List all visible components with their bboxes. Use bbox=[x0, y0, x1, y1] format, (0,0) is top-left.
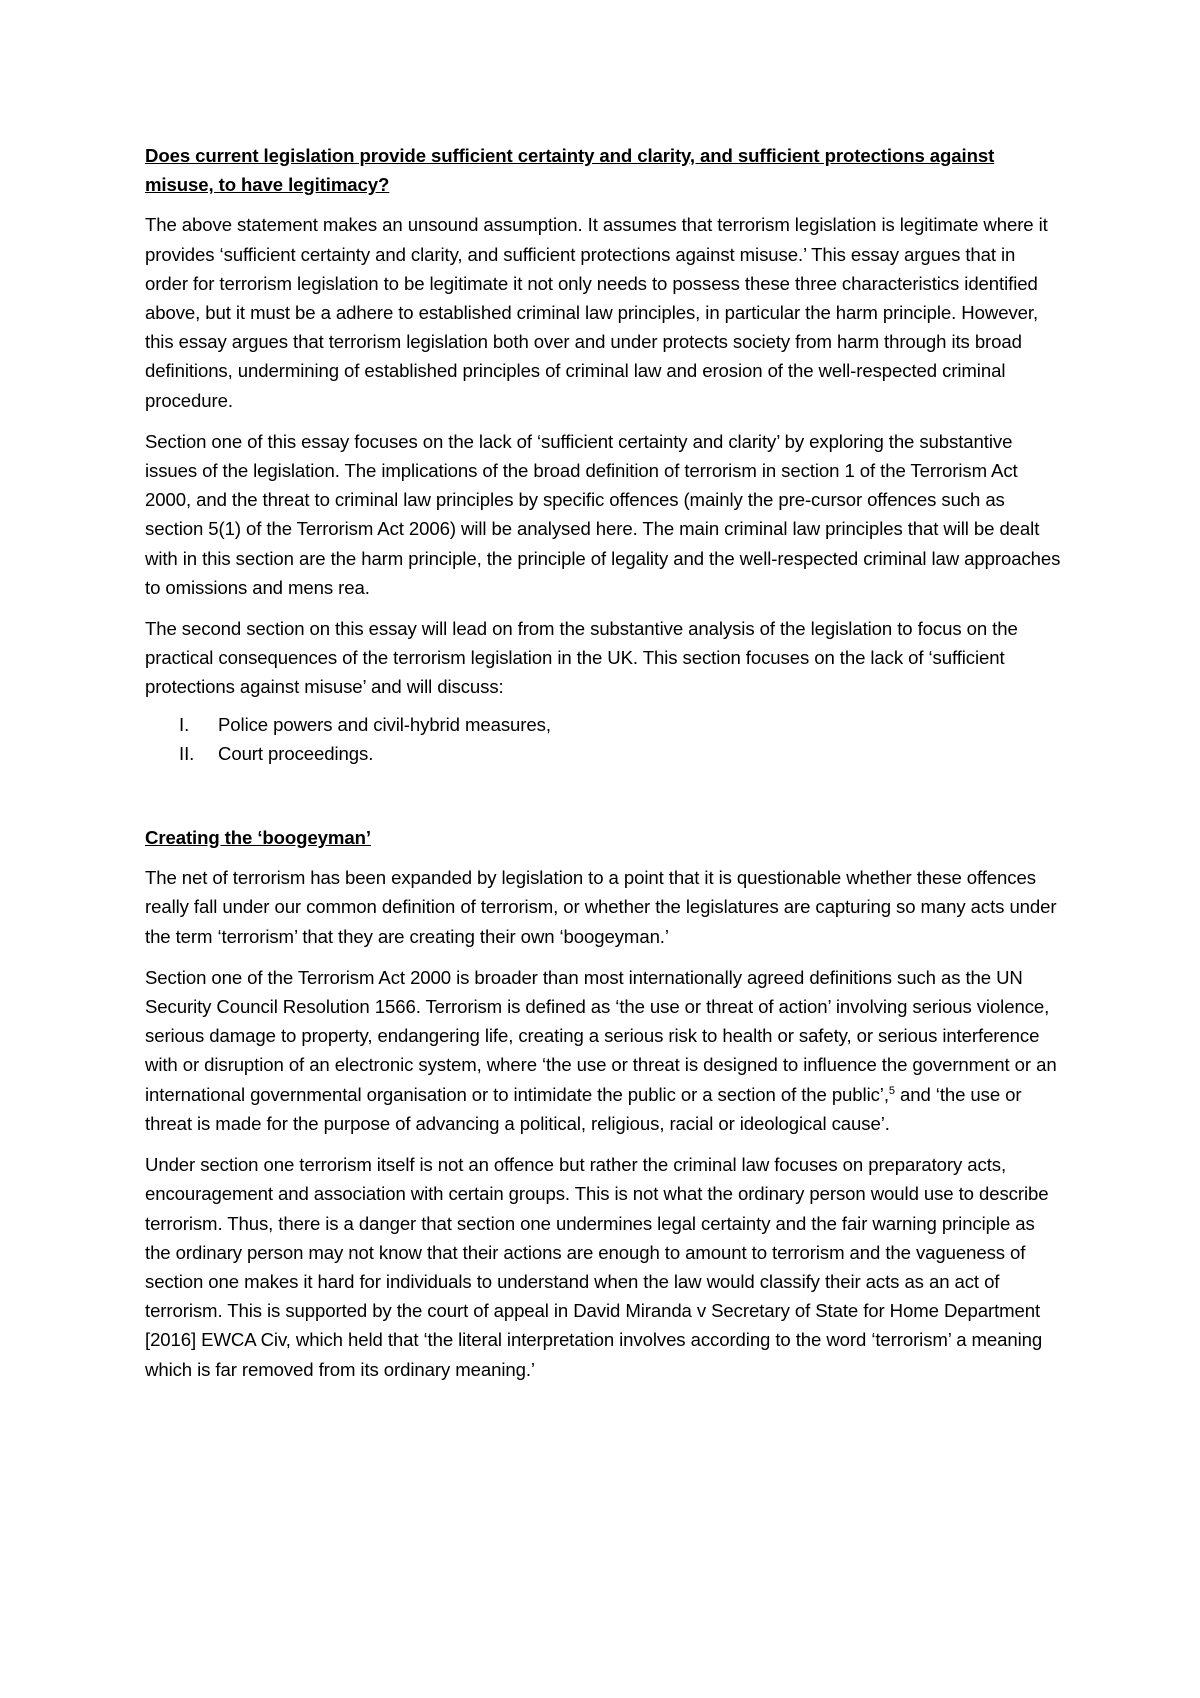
list-item bbox=[145, 739, 1063, 768]
intro-paragraph-1: The above statement makes an unsound assumption. It assumes that terrorism legislation is legitimate where it provides ‘sufficient certainty and clarity, and sufficient protections against misuse.’ This essay argues that in order for terrorism legislation to be legitimate it not only needs to possess these three characteristics identified above, but it must be a adhere to established criminal law principles, in particular the harm principle. However, this essay argues that terrorism legislation both over and under protects society from harm through its broad definitions, undermining of established principles of criminal law and erosion of the well-respected criminal procedure. bbox=[145, 214, 1048, 411]
list-item-text: Police powers and civil-hybrid measures, bbox=[218, 713, 551, 735]
list-item-number: I. bbox=[179, 713, 190, 735]
section-paragraph-2-text-cont: and ‘the use or threat is made for the purpose of advancing a political, religious, racial or ideological cause’. bbox=[145, 1083, 1022, 1134]
section-paragraph-2 bbox=[145, 963, 1063, 1138]
list-item-number: II. bbox=[179, 742, 195, 764]
document-body bbox=[145, 141, 1063, 1396]
essay-title: Does current legislation provide sufficient certainty and clarity, and sufficient protections against misuse, to have legitimacy? bbox=[145, 145, 995, 196]
intro-paragraph-2: Section one of this essay focuses on the lack of ‘sufficient certainty and clarity’ by exploring the substantive issues of the legislation. The implications of the broad definition of terrorism in section 1 of the Terrorism Act 2000, and the threat to criminal law principles by specific offences (mainly the pre-cursor offences such as section 5(1) of the Terrorism Act 2006) will be analysed here. The main criminal law principles that will be dealt with in this section are the harm principle, the principle of legality and the well-respected criminal law approaches to omissions and mens rea. bbox=[145, 430, 1061, 598]
section-spacer bbox=[145, 768, 1063, 823]
footnote-marker: 5 bbox=[888, 1084, 895, 1097]
intro-paragraph-3: The second section on this essay will lead on from the substantive analysis of the legislation to focus on the practical consequences of the terrorism legislation in the UK. This section focuses on the lack of ‘sufficient protections against misuse’ and will discuss: bbox=[145, 618, 1018, 698]
section-heading: Creating the ‘boogeyman’ bbox=[145, 827, 371, 849]
discussion-list bbox=[145, 710, 1063, 768]
list-item-text: Court proceedings. bbox=[218, 742, 374, 764]
section-paragraph-3: Under section one terrorism itself is not an offence but rather the criminal law focuses on preparatory acts, encouragement and association with certain groups. This is not what the ordinary person would use to describe terrorism. Thus, there is a danger that section one undermines legal certainty and the fair warning principle as the ordinary person may not know that their actions are enough to amount to terrorism and the vagueness of section one makes it hard for individuals to understand when the law would classify their acts as an act of terrorism. This is supported by the court of appeal in David Miranda v Secretary of State for Home Department [2016] EWCA Civ, which held that ‘the literal interpretation involves according to the word ‘terrorism’ a meaning which is far removed from its ordinary meaning.’ bbox=[145, 1154, 1049, 1380]
section-paragraph-1: The net of terrorism has been expanded by legislation to a point that it is questionable whether these offences really fall under our common definition of terrorism, or whether the legislatures are capturing so many acts under the term ‘terrorism’ that they are creating their own ‘boogeyman.’ bbox=[145, 867, 1057, 947]
section-paragraph-2-text: Section one of the Terrorism Act 2000 is broader than most internationally agreed definitions such as the UN Security Council Resolution 1566. Terrorism is defined as ‘the use or threat of action’ involving serious violence, serious damage to property, endangering life, creating a serious risk to health or safety, or serious interference with or disruption of an electronic system, where ‘the use or threat is designed to influence the government or an international governmental organisation or to intimidate the public or a section of the public’, bbox=[145, 966, 1057, 1105]
list-item bbox=[145, 710, 1063, 739]
